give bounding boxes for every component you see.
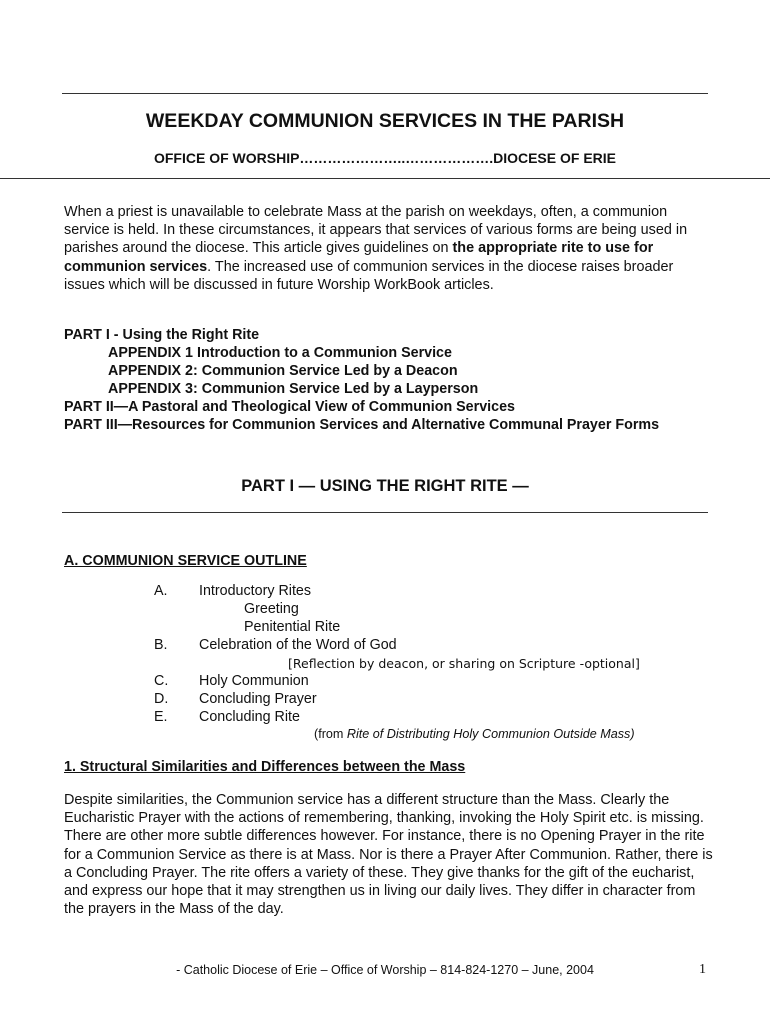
outline-item-concluding-rite: Concluding Rite [199, 709, 300, 725]
outline-letter-e: E. [154, 709, 168, 725]
section-1-heading: 1. Structural Similarities and Differences between the Mass [64, 759, 466, 775]
outline-item-greeting: Greeting [244, 601, 299, 617]
toc-part2: PART II—A Pastoral and Theological View of Communion Services [64, 399, 515, 415]
footer-text: - Catholic Diocese of Erie – Office of Worship – 814-824-1270 – June, 2004 [176, 963, 594, 977]
document-title: WEEKDAY COMMUNION SERVICES IN THE PARISH [145, 110, 625, 132]
outline-note-reflection: [Reflection by deacon, or sharing on Scripture -optional] [288, 656, 640, 671]
outline-source-prefix: (from [314, 727, 347, 741]
header-rule [0, 178, 770, 179]
intro-text-1: When a priest is unavailable to celebrate Mass at the parish on weekdays, often, a communion service is held. In these circumstances, it appears that services of various forms are being used in parishes around the diocese. This article gives guidelines on [64, 204, 688, 257]
outline-letter-b: B. [154, 637, 168, 653]
outline-source [314, 727, 635, 741]
intro-paragraph [64, 203, 714, 294]
toc-appendix3: APPENDIX 3: Communion Service Led by a Layperson [108, 381, 479, 397]
outline-source-title: Rite of Distributing Holy Communion Outside Mass) [346, 727, 635, 741]
outline-letter-a: A. [154, 583, 168, 599]
part-rule [62, 512, 708, 513]
document-subtitle: OFFICE OF WORSHIP…………………..……………….DIOCESE OF ERIE [153, 150, 617, 166]
toc-appendix1: APPENDIX 1 Introduction to a Communion Service [108, 345, 452, 361]
outline-item-word-of-god: Celebration of the Word of God [199, 637, 397, 653]
part1-heading: PART I — USING THE RIGHT RITE — [241, 477, 529, 495]
intro-text-2: . The increased use of communion services in the diocese raises broader issues which will be discussed in future Worship WorkBook articles. [64, 258, 674, 293]
outline-letter-d: D. [154, 691, 169, 707]
intro-bold: the appropriate rite to use for communion services [64, 240, 654, 275]
section-1-paragraph: Despite similarities, the Communion service has a different structure than the Mass. Clearly the Eucharistic Prayer with the actions of remembering, thanking, invoking the Holy Spirit etc. is missing. There are other more subtle differences however. For instance, there is no Opening Prayer in the rite for a Communion Service as there is at Mass. Nor is there a Prayer After Communion. Rather, there is a Concluding Prayer. The rite offers a variety of these. They give thanks for the gift of the eucharist, and express our hope that it may strengthen us in living our daily lives. They differ in character from the prayers in the Mass of the day. [64, 792, 713, 918]
toc-appendix2: APPENDIX 2: Communion Service Led by a Deacon [108, 363, 458, 379]
toc-part1: PART I - Using the Right Rite [64, 327, 260, 343]
outline-item-introductory-rites: Introductory Rites [199, 583, 312, 599]
outline-item-penitential-rite: Penitential Rite [244, 619, 341, 635]
outline-item-holy-communion: Holy Communion [199, 673, 309, 689]
toc-part3: PART III—Resources for Communion Services and Alternative Communal Prayer Forms [64, 417, 660, 433]
top-rule [62, 93, 708, 94]
outline-letter-c: C. [154, 673, 169, 689]
section-a-heading: A. COMMUNION SERVICE OUTLINE [64, 553, 307, 569]
page-number: 1 [699, 962, 706, 977]
outline-item-concluding-prayer: Concluding Prayer [199, 691, 317, 707]
